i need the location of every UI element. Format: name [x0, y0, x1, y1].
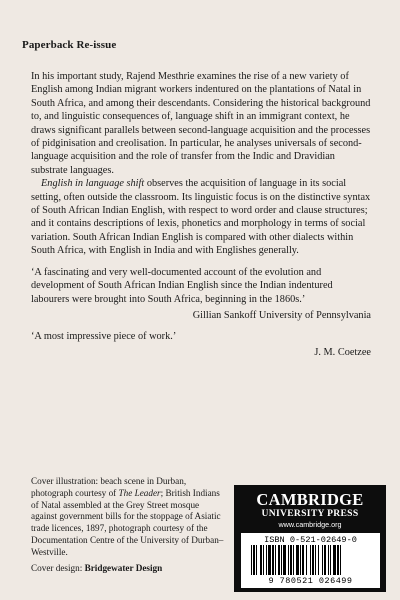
review-quote-2: ‘A most impressive piece of work.’: [31, 331, 177, 343]
publisher-box: [234, 485, 386, 592]
illustration-credit: [31, 476, 226, 559]
publisher-subtitle: UNIVERSITY PRESS: [261, 508, 359, 519]
design-credit-value: Bridgewater Design: [84, 562, 163, 573]
design-credit: [31, 563, 226, 575]
barcode-icon: [249, 545, 372, 575]
illustration-credit-prefix: Cover illustration: beach scene in Durban, photograph courtesy of: [31, 476, 187, 498]
illustration-source: The Leader: [118, 487, 161, 498]
illustration-credit-rest: ; British Indians of Natal assembled at the Grey Street mosque against government bills for the stoppage of Asiatic trade licences, 1897, photograph courtesy of the Documentation Centre of the University of Durban–Westville.: [31, 487, 224, 557]
review-attribution-2: J. M. Coetzee: [314, 346, 371, 358]
barcode-panel: [241, 533, 380, 588]
book-title-italic: English in language shift: [41, 178, 145, 190]
barcode-number: 9 780521 026499: [268, 576, 353, 586]
blurb-paragraph-1: In his important study, Rajend Mesthrie examines the rise of a new variety of English among Indian migrant workers indentured on the plantations of Natal in South Africa, and among their descendants. Considering the historical background to, and linguistic consequences of, language shift in an immigrant context, he draws significant parallels between second-language acquisition and the processes of pidginisation and creolisation. In particular, he analyses universals of second-language acquisition and the role of transfer from the Indic and Dravidian substrate languages.: [31, 71, 371, 176]
review-quote-1: ‘A fascinating and very well-documented account of the evolution and development of South African Indian English since the Indian indentured labourers were brought into South Africa, beginning in the 1860s.’: [31, 266, 333, 305]
cover-credits: [31, 476, 226, 574]
blurb: [31, 70, 371, 359]
design-credit-label: Cover design:: [31, 562, 85, 573]
blurb-paragraph-2-text: observes the acquisition of language in its social setting, often outside the classroom. Its linguistic focus is on the distinctive syntax of South African Indian English, with respect to word order and clause structures; and it contains descriptions of lexis, phonetics and morphology in terms of social variation. South African Indian English is compared with other dialects within South Africa, with English in India and with Englishes generally.: [31, 178, 371, 257]
isbn-text: ISBN 0-521-02649-0: [264, 535, 357, 545]
publisher-name: CAMBRIDGE: [256, 490, 364, 509]
blurb-paragraph-2: [31, 177, 371, 257]
reissue-label: Paperback Re-issue: [22, 39, 117, 51]
review-attribution-1: Gillian Sankoff University of Pennsylvania: [192, 309, 371, 321]
publisher-url: www.cambridge.org: [278, 520, 342, 529]
